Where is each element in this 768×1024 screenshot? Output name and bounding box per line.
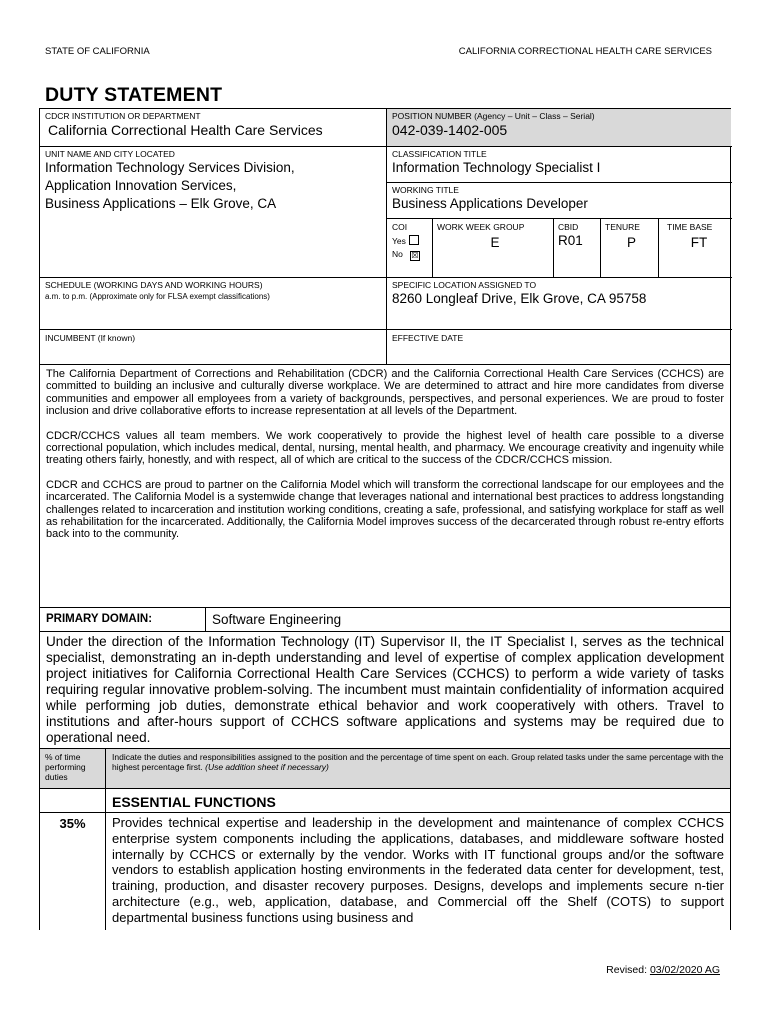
primary-domain-label: PRIMARY DOMAIN:	[46, 613, 153, 625]
agency-header: CALIFORNIA CORRECTIONAL HEALTH CARE SERVICES	[458, 46, 712, 57]
intro-paragraph-2: CDCR/CCHCS values all team members. We work cooperatively to provide the highest level of health care possible to a diverse correctional population, which includes medical, dental, nursing, mental health, and pharmacy. We encourage creativity and ingenuity while treating others fairly, honestly, and with respect, all of which are critical to the success of the CDCR/CCHCS mission.	[46, 429, 724, 467]
classification-label: CLASSIFICATION TITLE	[392, 149, 487, 159]
coi-no-label: No	[392, 249, 403, 259]
classification-value: Information Technology Specialist I	[392, 160, 601, 175]
tenure-value: P	[626, 235, 636, 250]
duty-description: Provides technical expertise and leadership in the development and maintenance of complex CCHCS enterprise system components including the applications, databases, and middleware software hosted internally by CCHCS or externally by the vendor. Works with IT functional groups and/or the software vendors to establish application hosting environments in the federated data center for development, test, training, production, and disaster recovery purposes. Designs, develops and implements secure n-tier architecture (e.g., web, application, database, and Commercial off the Shelf (COTS) to support departmental business functions using business and	[112, 815, 724, 925]
essential-functions-heading: ESSENTIAL FUNCTIONS	[112, 794, 276, 810]
intro-paragraph-3: CDCR and CCHCS are proud to partner on the California Model which will transform the correctional landscape for our employees and the incarcerated. The California Model is a systemwide change that leverages national and international best practices to address longstanding challenges related to incarceration and institution working conditions, creating a safe, professional, and satisfying workplace for staff as well as rehabilitation for the incarcerated. Additionally, the California Model improves success of the decarcerated through robust re-entry efforts back into to the community.	[46, 478, 724, 541]
work-week-group-value: E	[490, 235, 500, 250]
primary-domain-row	[39, 608, 731, 632]
coi-no-checkbox[interactable]: ☒	[411, 251, 419, 260]
position-number-value: 042-039-1402-005	[392, 122, 508, 138]
duty-row	[39, 813, 731, 930]
unit-line-1: Information Technology Services Division,	[45, 160, 295, 175]
schedule-label: SCHEDULE (WORKING DAYS AND WORKING HOURS)	[45, 280, 263, 290]
duties-description-text: Indicate the duties and responsibilities assigned to the position and the percentage of time spent on each. Group related tasks under the same percentage with the highest percentage first.	[112, 752, 724, 772]
coi-label: COI	[392, 222, 408, 232]
unit-line-2: Application Innovation Services,	[45, 178, 237, 193]
duty-percent: 35%	[59, 816, 86, 831]
coi-yes-label: Yes	[392, 236, 406, 246]
working-title-value: Business Applications Developer	[392, 196, 588, 211]
coi-yes-checkbox[interactable]	[409, 235, 419, 245]
duties-description-note: (Use addition sheet if necessary)	[205, 762, 329, 772]
unit-line-3: Business Applications – Elk Grove, CA	[45, 196, 277, 211]
duties-description-header	[112, 752, 724, 772]
revised-label: Revised:	[606, 964, 648, 976]
primary-domain-value: Software Engineering	[212, 612, 342, 627]
location-label: SPECIFIC LOCATION ASSIGNED TO	[392, 280, 537, 290]
duties-header-row	[39, 749, 731, 789]
intro-section	[39, 364, 731, 608]
institution-value: California Correctional Health Care Services	[48, 122, 323, 138]
location-value: 8260 Longleaf Drive, Elk Grove, CA 95758	[392, 291, 647, 306]
schedule-value: a.m. to p.m. (Approximate only for FLSA exempt classifications)	[45, 292, 270, 301]
summary-text: Under the direction of the Information Technology (IT) Supervisor II, the IT Specialist I, serves as the technical specialist, demonstrating an in-depth understanding and level of expertise of complex application development project initiatives for California Correctional Health Care Services (CCHCS) to perform a wide variety of tasks requiring regular innovative problem-solving. The incumbent must maintain confidentiality of information acquired while performing job duties, demonstrate ethical behavior and work cooperatively with others. Travel to institutions and after-hours support of CCHCS software applications and systems may be required due to operational need.	[46, 634, 724, 745]
working-title-label: WORKING TITLE	[392, 185, 459, 195]
position-summary	[39, 632, 731, 749]
incumbent-label: INCUMBENT (If known)	[45, 333, 136, 343]
time-base-label: TIME BASE	[667, 222, 713, 232]
institution-label: CDCR INSTITUTION OR DEPARTMENT	[45, 111, 201, 121]
position-number-label: POSITION NUMBER (Agency – Unit – Class – Serial)	[392, 111, 595, 121]
work-week-group-label: WORK WEEK GROUP	[437, 222, 525, 232]
time-base-value: FT	[690, 235, 708, 250]
effective-date-label: EFFECTIVE DATE	[392, 333, 464, 343]
revised-date: 03/02/2020 AG	[649, 964, 720, 976]
cbid-value: R01	[558, 233, 583, 248]
tenure-label: TENURE	[605, 222, 640, 232]
page-title: DUTY STATEMENT	[45, 84, 223, 106]
cbid-label: CBID	[558, 222, 579, 232]
percent-time-header: % of time performing duties	[45, 752, 86, 782]
intro-paragraph-1: The California Department of Corrections and Rehabilitation (CDCR) and the California Correctional Health Care Services (CCHCS) are committed to building an inclusive and culturally diverse workplace. We are determined to attract and hire more candidates from diverse communities and empower all employees from a variety of backgrounds, perspectives, and personal experiences. We are proud to foster inclusion and drive collaborative efforts to increase representation at all levels of the Department.	[46, 368, 724, 418]
revision-footer	[606, 964, 720, 976]
position-form	[39, 108, 731, 365]
essential-functions-row	[39, 789, 731, 813]
state-header: STATE OF CALIFORNIA	[45, 46, 150, 57]
unit-label: UNIT NAME AND CITY LOCATED	[45, 149, 175, 159]
